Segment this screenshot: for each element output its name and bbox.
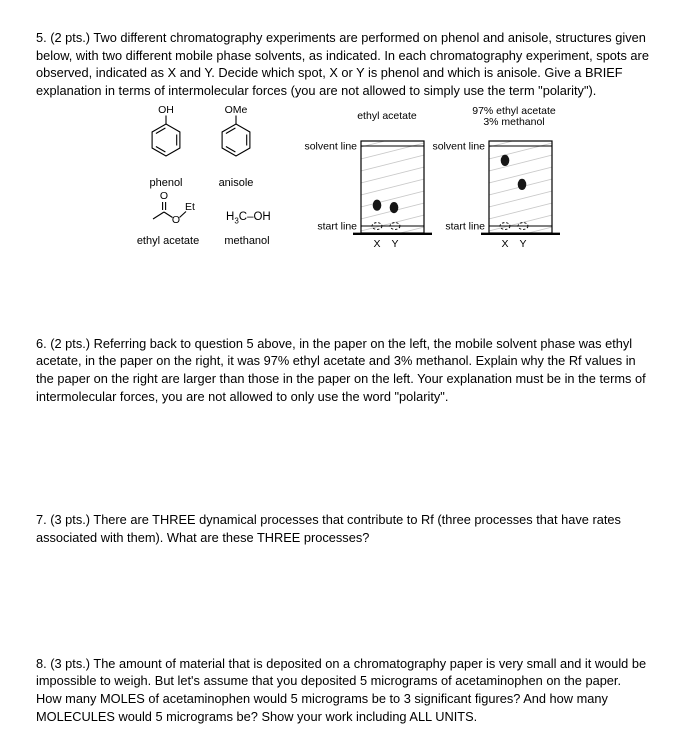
methanol-name-label: methanol	[224, 234, 270, 247]
anisole-structure	[200, 102, 272, 191]
spot-x-label: X	[373, 237, 381, 250]
spot-y-label: Y	[391, 237, 399, 250]
methanol-formula-rest: C–OH	[238, 210, 271, 223]
ethyl-acetate-skeletal-icon	[146, 190, 200, 234]
methanol-formula-sub: 3	[234, 215, 239, 225]
anisole-name-label: anisole	[218, 176, 254, 189]
start-line-label: start line	[317, 220, 357, 233]
ethyl-acetate-name-label: ethyl acetate	[136, 234, 200, 247]
spot-y	[518, 178, 527, 189]
methanol-formula-h: H	[226, 210, 235, 223]
chromatogram-left	[295, 105, 435, 253]
chromatogram-right	[423, 105, 563, 253]
phenol-substituent-label: OH	[158, 103, 174, 116]
question-5: 5. (2 pts.) Two different chromatography experiments are performed on phenol and anisole, structures given below, with two different mobile phase solvents, as indicated. In each chromatography experiment, spots are observed, indicated as X and Y. Decide which spot, X or Y is phenol and which is anisole. Give a BRIEF explanation in terms of intermolecular forces (you are not allowed to simply use the term "polarity").	[36, 30, 649, 98]
question-7: 7. (3 pts.) There are THREE dynamical processes that contribute to Rf (three processes that have rates associated with them). What are these THREE processes?	[36, 512, 621, 545]
spot-x-label: X	[501, 237, 509, 250]
chromatogram-right-title-line2: 3% methanol	[483, 115, 545, 128]
anisole-skeletal-icon	[204, 102, 268, 160]
chromatogram-right-title-line1: 97% ethyl acetate	[472, 104, 556, 117]
spot-x	[501, 154, 510, 165]
ethyl-group-label: Et	[185, 200, 195, 213]
methanol-formula	[226, 210, 271, 226]
spot-y-label: Y	[519, 237, 527, 250]
benzene-ring-icon	[222, 124, 250, 156]
spot-y	[390, 202, 399, 213]
question-6: 6. (2 pts.) Referring back to question 5 above, in the paper on the left, the mobile solvent phase was ethyl acetate, in the paper on the right, it was 97% ethyl acetate and 3% methanol. Explain why the Rf values in the paper on the right are larger than those in the paper on the left. Your explanation must be in the terms of intermolecular forces, you are not allowed to only use the word "polarity".	[36, 335, 646, 404]
benzene-ring-icon	[152, 124, 180, 156]
carbonyl-oxygen-label: O	[159, 189, 169, 202]
phenol-name-label: phenol	[149, 176, 183, 189]
anisole-substituent-label: OMe	[224, 103, 248, 116]
spot-x	[373, 199, 382, 210]
question-8: 8. (3 pts.) The amount of material that is deposited on a chromatography paper is very small and it would be impossible to weigh. But let's assume that you deposited 5 micrograms of acetaminophen on the paper. How many MOLES of acetaminophen would 5 micrograms be to 3 significant figures? And how many MOLECULES would 5 micrograms be? Show your work including ALL UNITS.	[36, 655, 647, 724]
phenol-skeletal-icon	[134, 102, 198, 160]
phenol-structure	[130, 102, 202, 191]
solvent-line-label: solvent line	[432, 140, 485, 153]
solvent-line-label: solvent line	[304, 140, 357, 153]
chromatography-figure	[36, 100, 650, 276]
chromatogram-left-title: ethyl acetate	[357, 109, 417, 122]
ester-oxygen-label: O	[171, 213, 181, 226]
start-line-label: start line	[445, 220, 485, 233]
